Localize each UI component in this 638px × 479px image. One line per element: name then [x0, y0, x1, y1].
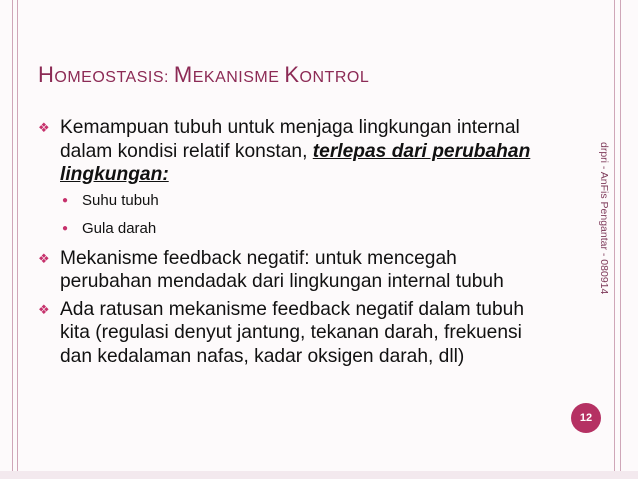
- right-rule-2: [620, 0, 621, 479]
- bullet-text: Mekanisme feedback negatif: untuk mencegah perubahan mendadak dari lingkungan internal tubuh: [60, 247, 504, 292]
- slide-body: [38, 116, 553, 372]
- title-rest-1: OMEOSTASIS:: [54, 69, 174, 86]
- left-rule-2: [17, 0, 18, 479]
- bullet-text: Ada ratusan mekanisme feedback negatif dalam tubuh kita (regulasi denyut jantung, tekanan darah, frekuensi dan kedalaman nafas, kadar oksigen darah, dll): [60, 298, 524, 367]
- title-cap-1: H: [38, 62, 55, 87]
- side-label: drpri - AnFis Pengantar - 080914: [598, 142, 610, 295]
- title-cap-3: K: [284, 62, 300, 87]
- bullet-item: [38, 116, 553, 187]
- page-number-badge: 12: [571, 403, 601, 433]
- subbullet-item: [38, 191, 553, 211]
- right-rule-1: [614, 0, 615, 479]
- diamond-bullet-icon: ❖: [38, 301, 50, 317]
- diamond-bullet-icon: ❖: [38, 120, 50, 135]
- bullet-text: Kemampuan tubuh untuk menjaga lingkungan internal dalam kondisi relatif konstan,: [60, 117, 520, 162]
- bullet-emphasis: terlepas dari perubahan lingkungan:: [60, 140, 531, 185]
- subbullet-text: Gula darah: [82, 219, 157, 237]
- left-rule-1: [12, 0, 13, 479]
- dot-bullet-icon: ●: [62, 222, 69, 234]
- title-rest-3: ONTROL: [299, 69, 370, 86]
- slide-title: [38, 62, 369, 88]
- bullet-item: [38, 298, 553, 369]
- bottom-band: [0, 471, 638, 479]
- subbullet-item: [38, 219, 553, 239]
- top-band: [0, 0, 638, 10]
- subbullet-text: Suhu tubuh: [82, 191, 159, 209]
- bullet-item: [38, 247, 553, 294]
- diamond-bullet-icon: ❖: [38, 250, 50, 266]
- dot-bullet-icon: ●: [62, 194, 69, 206]
- title-rest-2: EKANISME: [192, 69, 285, 86]
- title-cap-2: M: [173, 62, 193, 87]
